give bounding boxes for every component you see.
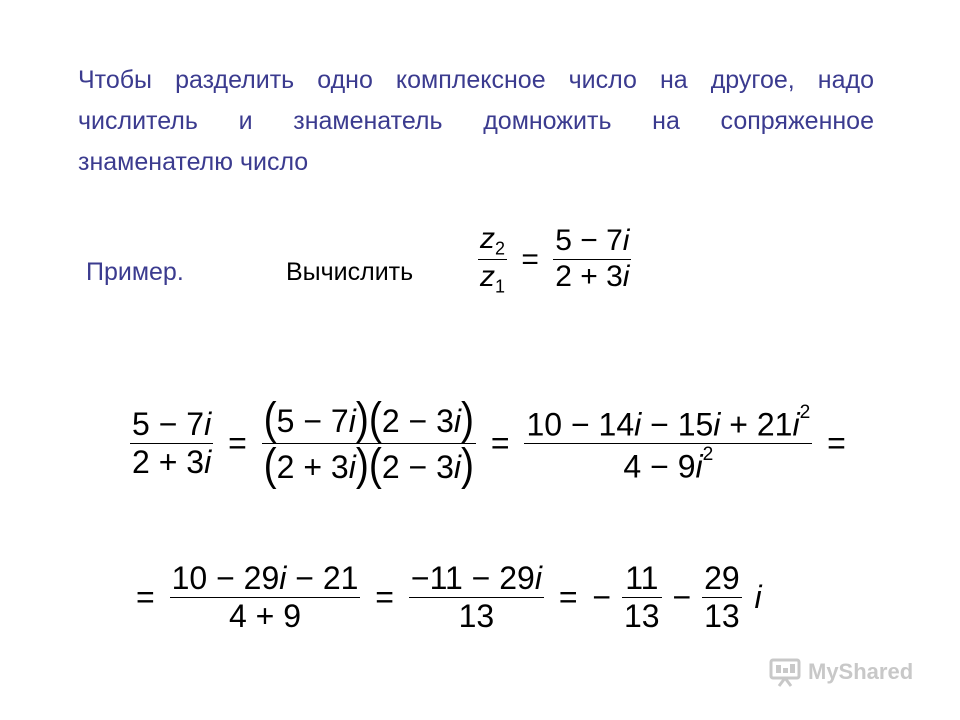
logo-text: MyShared [808,659,914,684]
minus-sign: − [592,579,612,616]
compute-label: Вычислить [286,258,414,286]
equals-sign: = [228,425,247,462]
z-ratio [478,222,507,297]
z2-index: 2 [495,238,506,259]
example-formula [478,222,631,297]
example-fraction: $\frac{5 - 7i}{2 + 3i}$ [555,224,630,294]
row1-fraction-1: $\frac{5 - 7i}{2 + 3i}$ [132,406,212,481]
equals-sign: = [827,425,846,462]
intro-text [78,60,874,183]
intro-line-2: числитель и знаменатель домножить на сопряженное [78,107,874,135]
z1-index: 1 [495,276,506,297]
equals-sign: = [521,242,539,276]
imaginary-unit: i [754,579,762,616]
row2-fraction-1: $\frac{10 - 29i - 21}{4 + 9}$ [171,560,359,635]
presentation-board-icon [768,657,802,687]
z2-var: z [480,222,495,255]
equals-sign: = [136,579,155,616]
row2-fraction-3: $\frac{11}{13}$ [624,560,660,635]
equals-sign: = [490,425,510,462]
solution-row-1 [130,394,852,491]
row1-fraction-3: $\frac{10 - 14i - 15i + 21i^2}{4 - 9i^2}$ [526,401,811,485]
row2-fraction-2: $\frac{-11 - 29i}{13}$ [410,560,542,635]
intro-line-1: Чтобы разделить одно комплексное число на другое, надо [78,66,874,94]
solution-row-2 [130,560,762,635]
row2-fraction-4: $\frac{29}{13}$ [704,560,740,635]
minus-sign: − [672,579,692,616]
intro-line-3: знаменателю число [78,148,309,176]
myshared-logo [768,657,913,687]
equals-sign: = [558,579,578,616]
z1-var: z [480,260,495,294]
example-label: Пример. [86,258,184,286]
row1-fraction-2: $\frac{(5 - 7i)(2 - 3i)}{(2 + 3i)(2 - 3i)}$ [263,394,474,491]
equals-sign: = [375,579,394,616]
